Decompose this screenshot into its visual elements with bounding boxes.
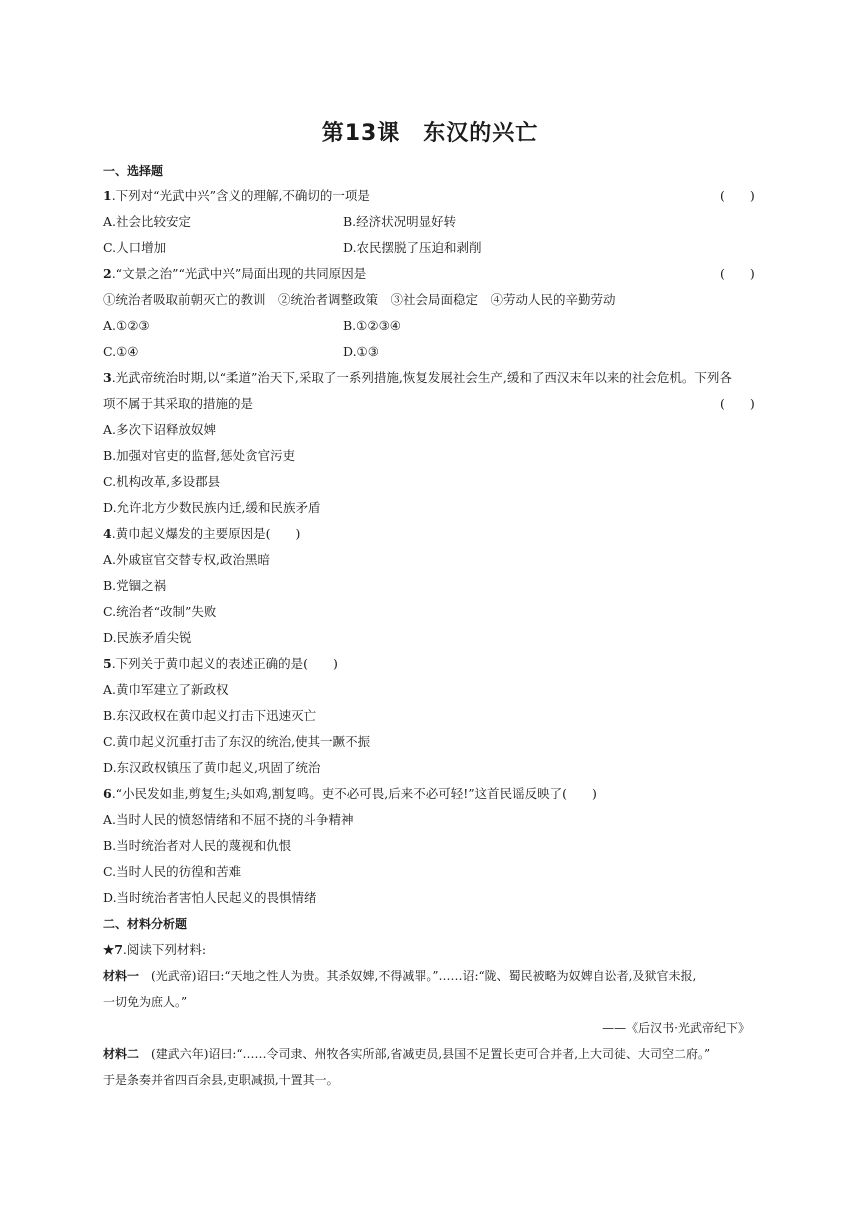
question-text: .光武帝统治时期,以“柔道”治天下,采取了一系列措施,恢复发展社会生产,缓和了西汉末年以来的社会危机。下列各 [111, 370, 732, 385]
material-1-line2: 一切免为庶人。” [103, 995, 188, 1009]
material-1-source: ——《后汉书·光武帝纪下》 [602, 1021, 750, 1035]
question-3-stem-line2: 项不属于其采取的措施的是 [103, 396, 254, 411]
question-1-stem [103, 187, 370, 205]
option-a: A.黄巾军建立了新政权 [103, 682, 229, 697]
question-text: .下列关于黄巾起义的表述正确的是( ) [111, 656, 338, 671]
material-1-line1 [103, 967, 696, 985]
question-3-stem-line1 [103, 369, 732, 387]
question-1-options-row2 [103, 239, 482, 257]
question-1-options-row1 [103, 213, 457, 231]
option-b: B.东汉政权在黄巾起义打击下迅速灭亡 [103, 708, 317, 723]
answer-bracket: ( ) [720, 188, 755, 203]
option-b: B.当时统治者对人民的蔑视和仇恨 [103, 838, 292, 853]
option-d: D.农民摆脱了压迫和剥削 [343, 240, 482, 255]
option-c: C.当时人民的彷徨和苦难 [103, 864, 242, 879]
question-2-stem [103, 265, 366, 283]
page-title: 第13课 东汉的兴亡 [321, 121, 539, 146]
option-d: D.民族矛盾尖锐 [103, 630, 192, 645]
option-c: C.①④ [103, 344, 139, 359]
question-2-items: ①统治者吸取前朝灭亡的教训 ②统治者调整政策 ③社会局面稳定 ④劳动人民的辛勤劳动 [103, 292, 616, 307]
question-number: 6 [103, 786, 112, 801]
question-number: ★7 [103, 942, 123, 957]
option-b: B.①②③④ [343, 318, 401, 333]
question-text: .黄巾起义爆发的主要原因是( ) [111, 526, 301, 541]
option-c: C.黄巾起义沉重打击了东汉的统治,使其一蹶不振 [103, 734, 371, 749]
material-2-line1 [103, 1045, 710, 1063]
option-a: A.外戚宦官交替专权,政治黑暗 [103, 552, 270, 567]
section-heading-material: 二、材料分析题 [103, 917, 188, 931]
question-2-options-row1 [103, 317, 401, 335]
material-2-text: (建武六年)诏曰:“……令司隶、州牧各实所部,省减吏员,县国不足置长吏可合并者,上大司徒、大司空二府。” [139, 1047, 711, 1061]
material-1-text: (光武帝)诏曰:“天地之性人为贵。其杀奴婢,不得减罪。”……诏:“陇、蜀民被略为奴婢自讼者,及狱官未报, [139, 969, 697, 983]
option-b: B.党锢之祸 [103, 578, 167, 593]
question-text: .“小民发如韭,剪复生;头如鸡,割复鸣。吏不必可畏,后来不必可轻!”这首民谣反映了( ) [111, 786, 597, 801]
question-7-stem [103, 941, 206, 959]
question-text: .下列对“光武中兴”含义的理解,不确切的一项是 [111, 188, 370, 203]
answer-bracket: ( ) [720, 266, 755, 281]
question-4-stem [103, 525, 300, 543]
answer-bracket: ( ) [720, 396, 755, 411]
option-c: C.统治者“改制”失败 [103, 604, 217, 619]
question-number: 2 [103, 266, 112, 281]
question-6-stem [103, 785, 597, 803]
material-2-line2: 于是条奏并省四百余县,吏职减损,十置其一。 [103, 1073, 339, 1087]
material-1-label: 材料一 [103, 969, 140, 983]
option-d: D.允许北方少数民族内迁,缓和民族矛盾 [103, 500, 321, 515]
question-5-stem [103, 655, 338, 673]
option-a: A.多次下诏释放奴婢 [103, 422, 217, 437]
option-a: A.①②③ [103, 318, 150, 333]
question-number: 3 [103, 370, 112, 385]
option-b: B.加强对官吏的监督,惩处贪官污吏 [103, 448, 296, 463]
question-2-options-row2 [103, 343, 379, 361]
question-text: .阅读下列材料: [122, 942, 207, 957]
option-b: B.经济状况明显好转 [343, 214, 457, 229]
question-number: 4 [103, 526, 112, 541]
section-heading-choice: 一、选择题 [103, 164, 164, 178]
option-c: C.机构改革,多设郡县 [103, 474, 221, 489]
question-number: 1 [103, 188, 112, 203]
material-2-label: 材料二 [103, 1047, 140, 1061]
option-a: A.当时人民的愤怒情绪和不屈不挠的斗争精神 [103, 812, 354, 827]
option-d: D.东汉政权镇压了黄巾起义,巩固了统治 [103, 760, 321, 775]
option-a: A.社会比较安定 [103, 214, 192, 229]
question-text: .“文景之治”“光武中兴”局面出现的共同原因是 [111, 266, 367, 281]
option-c: C.人口增加 [103, 240, 167, 255]
option-d: D.当时统治者害怕人民起义的畏惧情绪 [103, 890, 317, 905]
question-number: 5 [103, 656, 112, 671]
option-d: D.①③ [343, 344, 379, 359]
